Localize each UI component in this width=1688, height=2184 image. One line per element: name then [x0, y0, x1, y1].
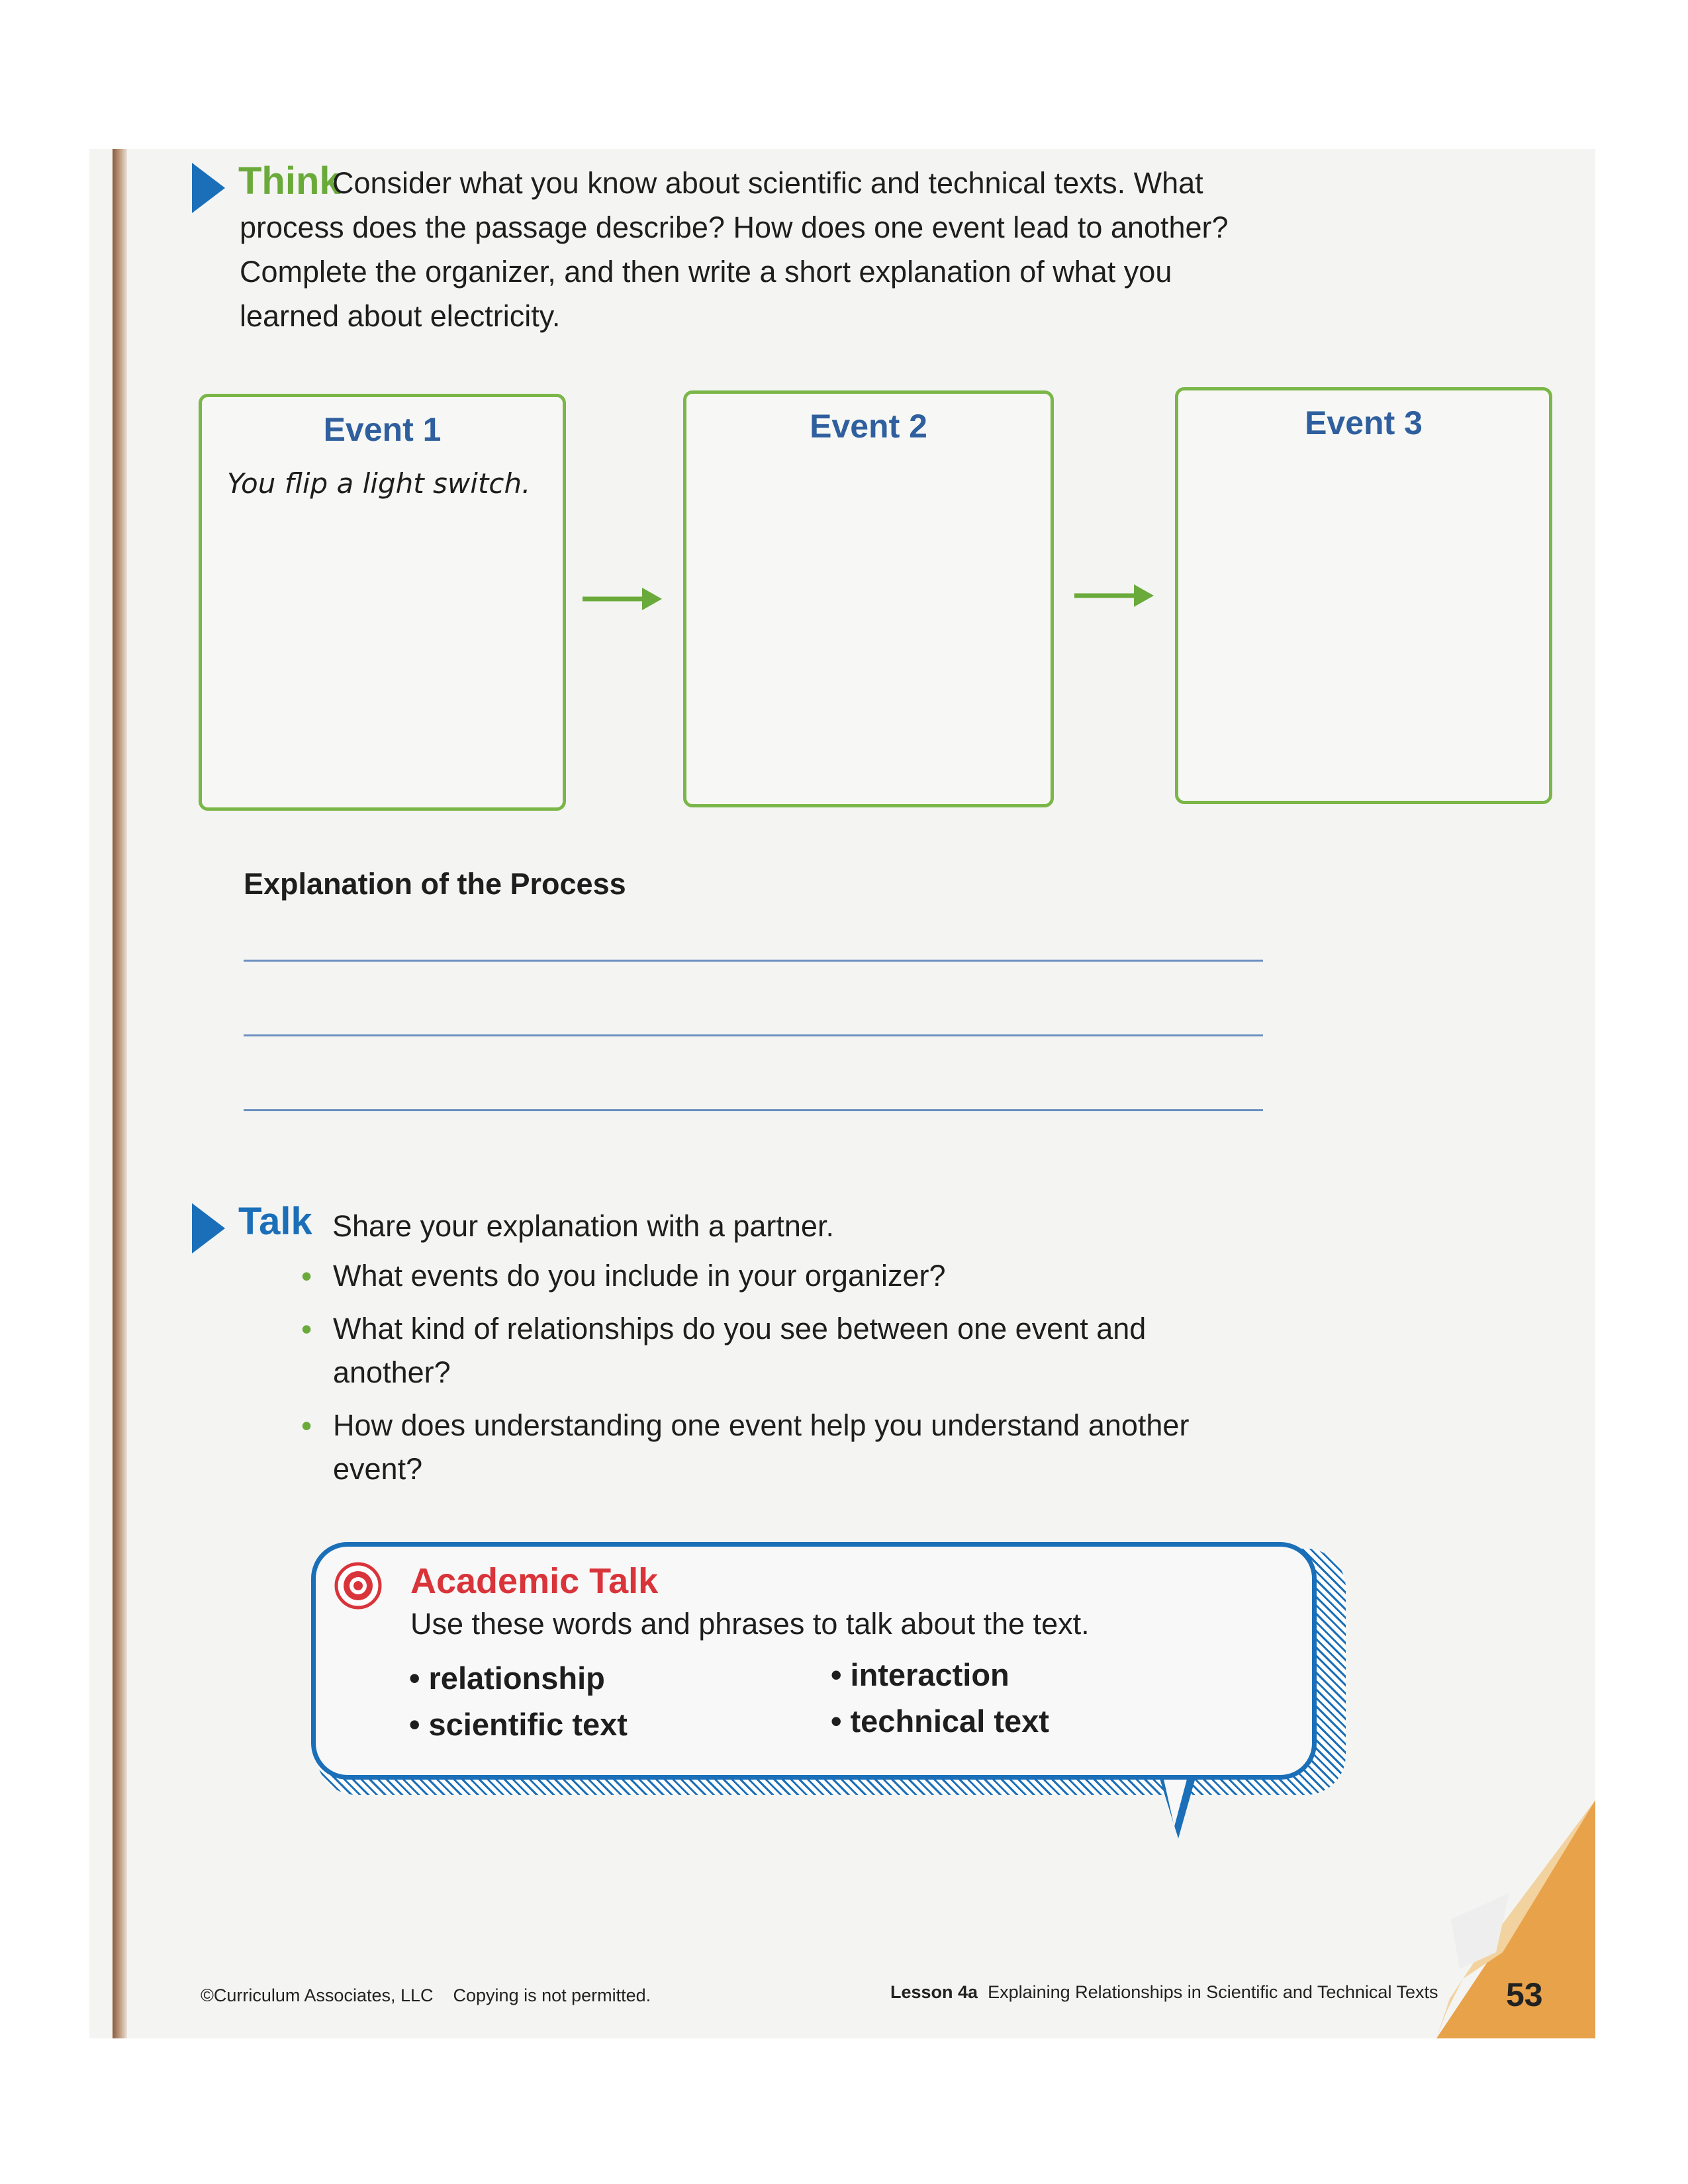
- talk-question: • How does understanding one event help you understand another event?: [301, 1404, 1215, 1491]
- target-icon: [334, 1562, 382, 1610]
- term-item: • relationship: [409, 1661, 605, 1696]
- think-instructions: [240, 161, 1272, 338]
- talk-intro: Share your explanation with a partner.: [332, 1209, 834, 1243]
- blue-triangle-icon: [192, 163, 225, 213]
- term-item: • scientific text: [409, 1707, 628, 1742]
- footer-copyright: ©Curriculum Associates, LLC Copying is not permitted.: [201, 1985, 651, 2005]
- footer-lesson: Lesson 4a Explaining Relationships in Scientific and Technical Texts: [890, 1982, 1438, 2002]
- arrow-right-icon: [579, 582, 665, 615]
- event-1-box[interactable]: [199, 394, 566, 811]
- talk-question: • What events do you include in your organizer?: [301, 1254, 1215, 1298]
- event-3-box[interactable]: [1175, 387, 1552, 804]
- academic-talk-subtitle: Use these words and phrases to talk about the text.: [410, 1607, 1090, 1641]
- event-1-answer[interactable]: You flip a light switch.: [227, 467, 531, 500]
- answer-line[interactable]: [244, 1109, 1263, 1111]
- think-keyword: Think: [238, 159, 341, 203]
- answer-line[interactable]: [244, 1034, 1263, 1036]
- academic-talk-title: Academic Talk: [410, 1561, 659, 1601]
- term-item: • technical text: [831, 1704, 1049, 1739]
- explanation-title: Explanation of the Process: [244, 867, 626, 901]
- term-item: • interaction: [831, 1657, 1009, 1692]
- event-1-title: Event 1: [323, 411, 442, 448]
- event-2-box[interactable]: [683, 390, 1054, 807]
- think-text: Consider what you know about scientific and technical texts. What process does the passage describe? How does one event lead to another? Complete the organizer, and then write a short explanation of what you learned about electricity.: [240, 166, 1229, 333]
- footer-notice: Copying is not permitted.: [453, 1985, 651, 2005]
- talk-question-list: [301, 1254, 1215, 1500]
- talk-question: • What kind of relationships do you see between one event and another?: [301, 1307, 1215, 1394]
- talk-header: [192, 1199, 328, 1253]
- book-spine: [113, 149, 127, 2038]
- arrow-right-icon: [1071, 579, 1157, 612]
- event-2-title: Event 2: [810, 408, 927, 445]
- page-number: 53: [1506, 1976, 1543, 2013]
- event-3-title: Event 3: [1305, 404, 1423, 441]
- talk-keyword: Talk: [238, 1200, 312, 1243]
- blue-triangle-icon: [192, 1203, 225, 1253]
- answer-line[interactable]: [244, 960, 1263, 962]
